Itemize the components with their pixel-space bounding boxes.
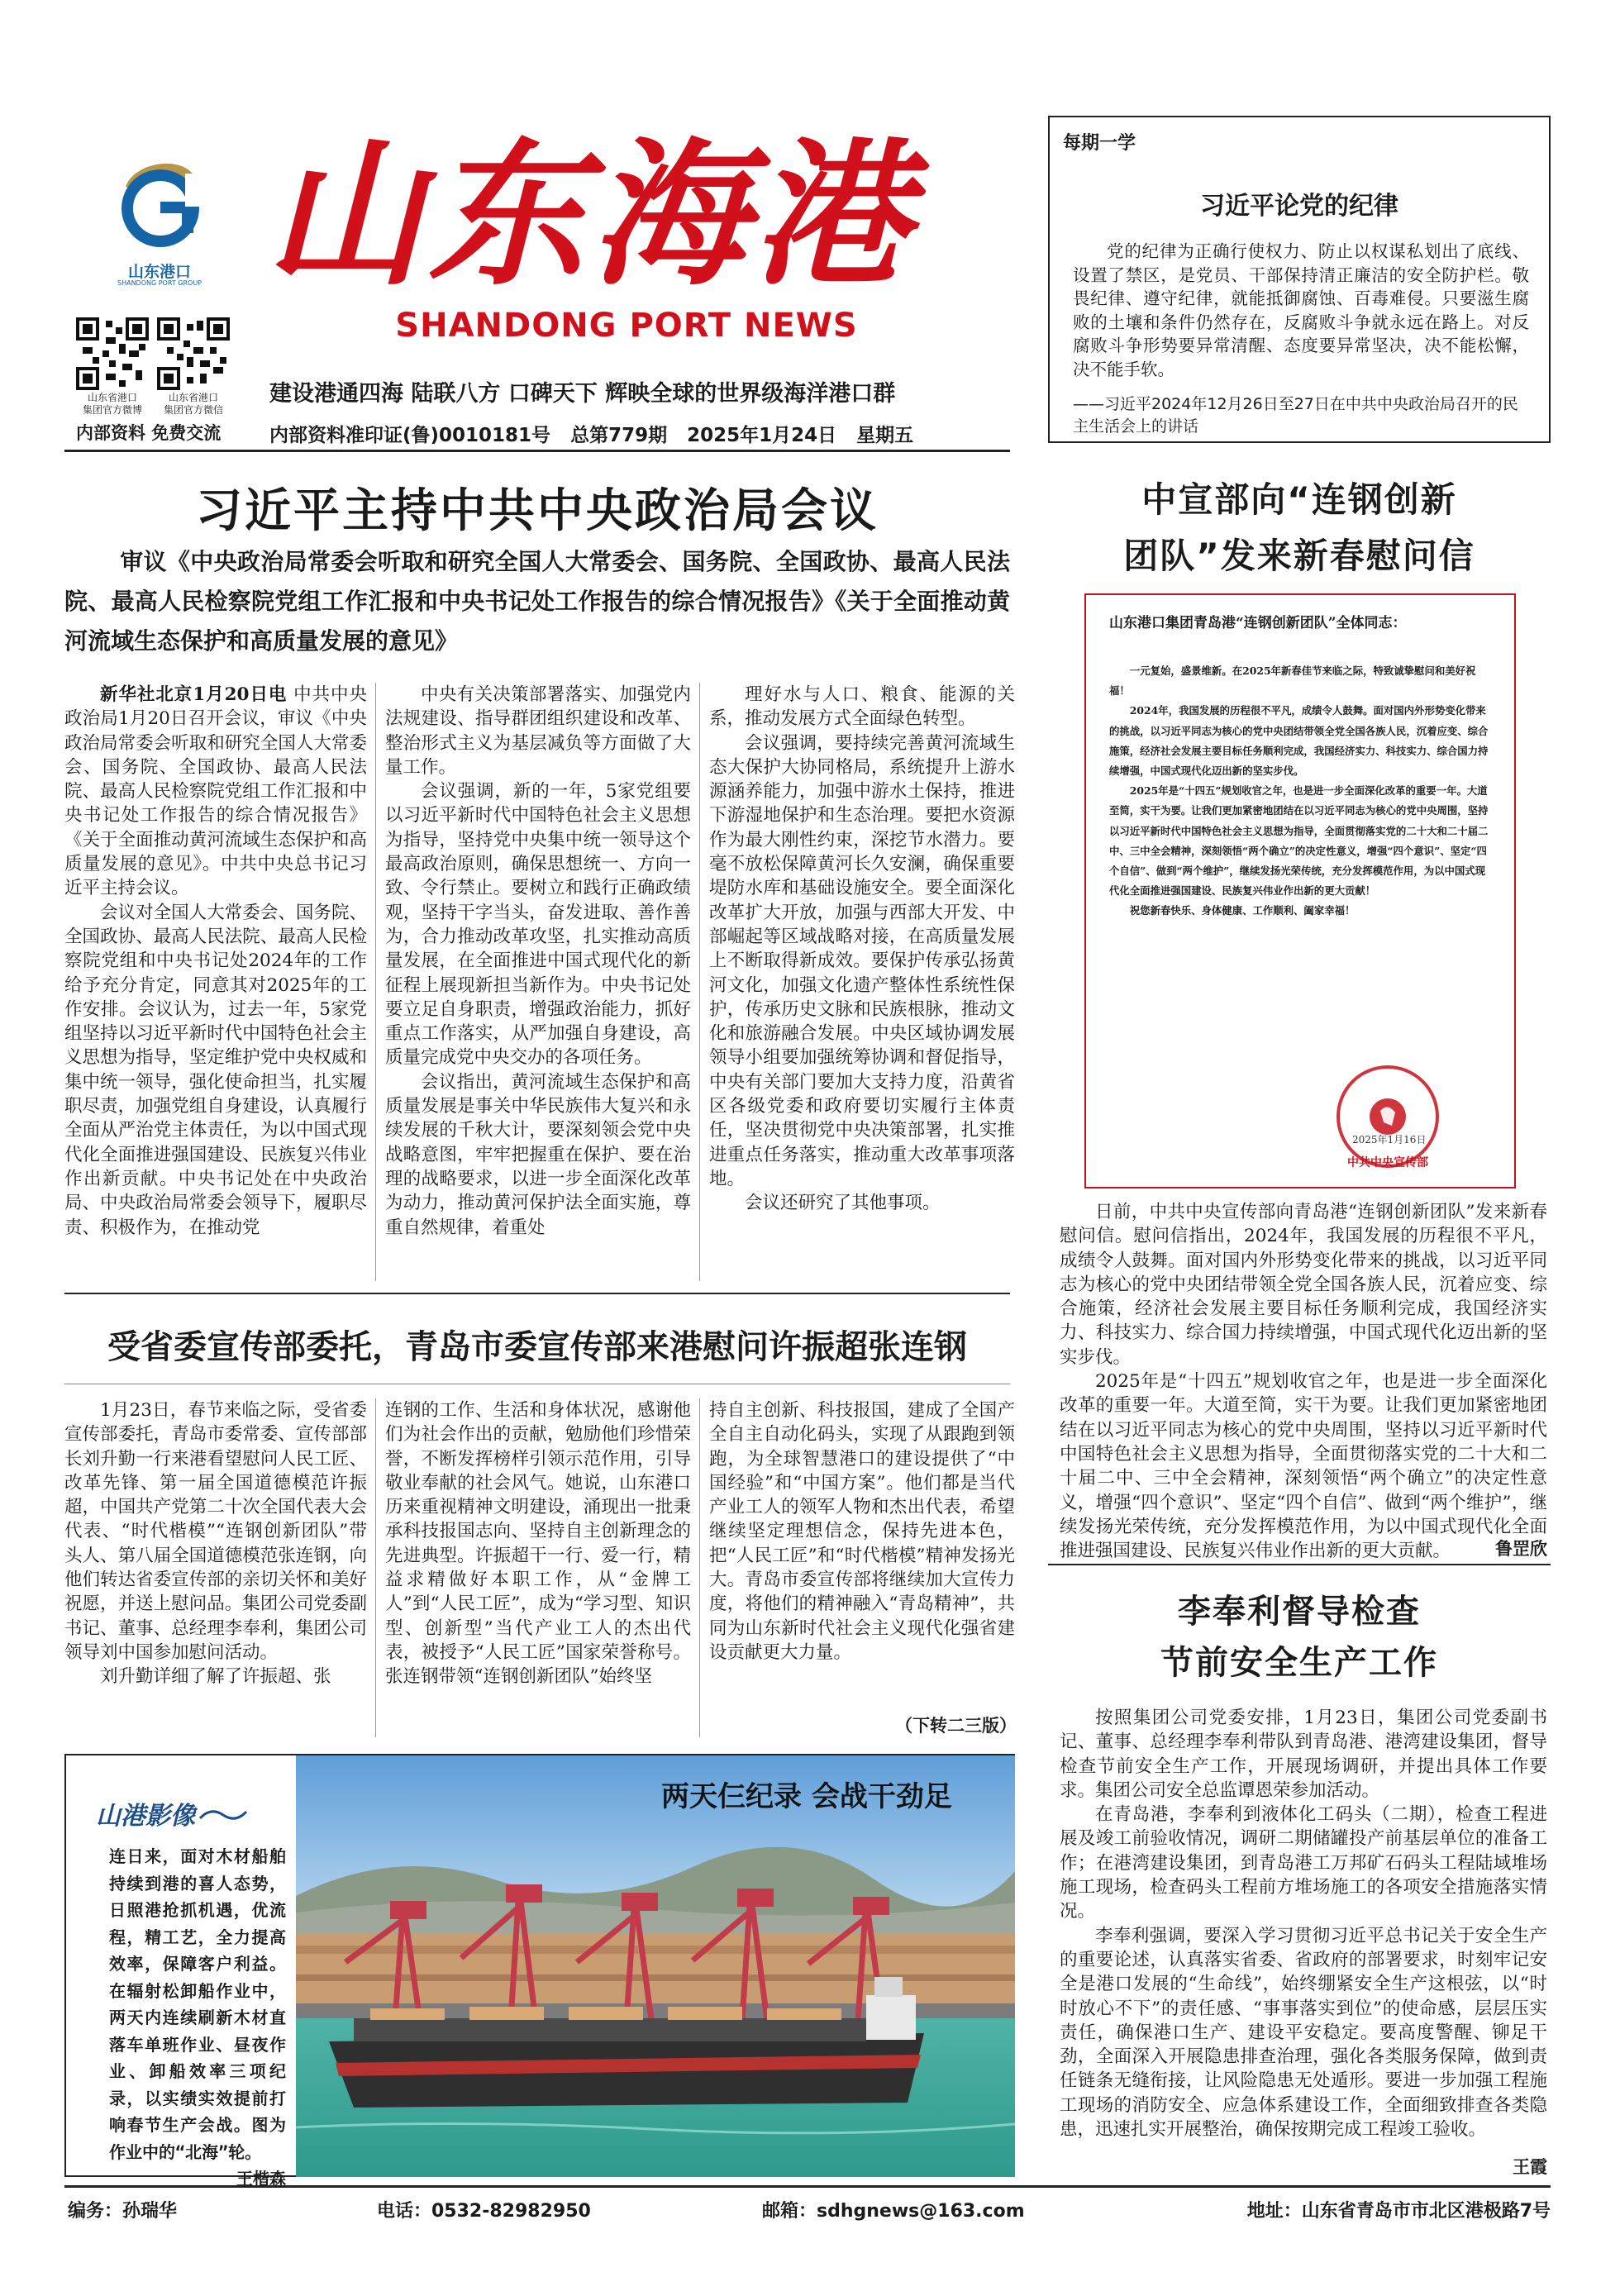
paragraph: 会议强调，新的一年，5家党组要以习近平新时代中国特色社会主义思想为指导，坚持党中央集中统一领导这个最高政治原则，确保思想统一、方向一致、令行禁止。要树立和践行正确政绩观，坚持干字当头，奋发进取、善作善为，合力推动改革攻坚，扎实推动高质量发展，在全面推进中国式现代化的新征程上展现新担当新作为。中央书记处要立足自身职责，增强政治能力，抓好重点工作落实，从严加强自身建设，高质量完成党中央交办的各项任务。 <box>385 781 691 1069</box>
column-rule <box>375 683 376 1281</box>
logo-caption: 山东港口 <box>127 263 191 281</box>
second-col-1 <box>64 1398 367 1739</box>
quote-box <box>1048 116 1551 443</box>
footer-editor: 编务：孙瑞华 <box>68 2201 178 2222</box>
slogan: 建设港通四海 陆联八方 口碑天下 辉映全球的世界级海洋港口群 <box>269 381 896 407</box>
paragraph: 会议强调，要持续完善黄河流域生态大保护大协同格局，系统提升上游水源涵养能力，加强中游水土保持，推进下游湿地保护和生态治理。要把水资源作为最大刚性约束，深挖节水潜力。要毫不放松保障黄河长久安澜，确保重要堤防水库和基础设施安全。要全面深化改革扩大开放，加强与西部大开发、中部崛起等区域战略对接，在高质量发展上不断取得新成效。要保护传承弘扬黄河文化，加强文化遗产整体性系统性保护，传承历史文脉和民族根脉，推动文化和旅游融合发展。中央区域协调发展领导小组要加强统筹协调和督促指导，中央有关部门要加大支持力度，沿黄省区各级党委和政府要切实履行主体责任，坚决贯彻党中央决策部署，扎实推进重点任务落实，推动重大改革事项落地。 <box>709 732 1015 1189</box>
safety-headline-line1: 李奉利督导检查 <box>1178 1592 1421 1631</box>
side-headline-line2: 团队”发来新春慰问信 <box>1123 536 1475 576</box>
caption-text: 连日来，面对木材船舶持续到港的喜人态势，日照港抢抓机遇，优流程，精工艺，全力提高效率，保障客户利益。在辐射松卸船作业中，两天内连续刷新木材直落车单班作业、昼夜作业、卸船效率三项纪录，以实绩实效提前打响春节生产会战。图为作业中的“北海”轮。 <box>109 1846 286 2162</box>
paragraph: 连钢的工作、生活和身体状况，感谢他们为社会作出的贡献，勉励他们珍惜荣誉，不断发挥榜样引领示范作用，引导敬业奉献的社会风气。她说，山东港口历来重视精神文明建设，涌现出一批秉承科技报国志向、坚持自主创新理念的先进典型。许振超干一行、爱一行，精益求精做好本职工作，从“金牌工人”到“人民工匠”，成为“学习型、知识型、创新型”当代产业工人的杰出代表，被授予“人民工匠”国家荣誉称号。张连钢带领“连钢创新团队”始终坚 <box>385 1400 691 1688</box>
condolence-letter <box>1084 593 1516 1188</box>
port-photo-image <box>296 1755 1015 2177</box>
qr-label-wechat: 山东省港口 集团官方微信 <box>163 392 223 416</box>
paragraph: 会议指出，黄河流域生态保护和高质量发展是事关中华民族伟大复兴和永续发展的千秋大计，要深刻领会党中央战略意图，牢牢把握重在保护、要在治理的战略要求，以进一步全面深化改革为动力，推动黄河保护法全面实施，尊重自然规律，着重处 <box>385 1071 691 1238</box>
qr-code-weibo[interactable] <box>76 317 149 390</box>
side-article-author: 鲁罡欣 <box>1495 1539 1547 1559</box>
paragraph: 会议对全国人大常委会、国务院、全国政协、最高人民法院、最高人民检察院党组和中央书记处2024年的工作给予充分肯定，同意其对2025年的工作安排。会议认为，过去一年，5家党组坚持以习近平新时代中国特色社会主义思想为指导，坚定维护党中央权威和集中统一领导，强化使命担当，扎实履职尽责，加强党组自身建设，认真履行全面从严治党主体责任，为以中国式现代化全面推进强国建设、民族复兴伟业作出新贡献。中央书记处在中央政治局、中央政治局常委会领导下，履职尽责、积极作为，在推动党 <box>64 902 367 1238</box>
logo <box>109 154 207 253</box>
quote-box-title: 习近平论党的纪律 <box>1200 192 1398 221</box>
qr-code-wechat[interactable] <box>157 317 230 390</box>
column-rule <box>375 1398 376 1737</box>
lead-col-1 <box>64 683 367 1286</box>
footer-address: 地址：山东省青岛市市北区港极路7号 <box>1246 2201 1551 2222</box>
letter-date: 2025年1月16日 <box>1352 1134 1427 1146</box>
paragraph: 2025年是“十四五”规划收官之年，也是进一步全面深化改革的重要一年。大道至简，实干为要。让我们更加紧密地团结在以习近平同志为核心的党中央周围，坚持以习近平新时代中国特色社会主义思想为指导，全面贯彻落实党的二十大和二十届二中、三中全会精神，深刻领悟“两个确立”的决定性意义，增强“四个意识”、坚定“四个自信”、做到“两个维护”，继续发扬光荣传统，充分发挥模范作用，为以中国式现代化全面推进强国建设、民族复兴伟业作出新的更大贡献。 <box>1060 1371 1547 1562</box>
column-rule <box>699 1398 700 1737</box>
column-label: 山港影像 <box>96 1802 195 1831</box>
second-col-2 <box>385 1398 691 1739</box>
paragraph: 理好水与人口、粮食、能源的关系，推动发展方式全面绿色转型。 <box>709 684 1015 730</box>
port-photo <box>296 1755 1015 2177</box>
qr-code-icon <box>157 317 230 390</box>
lead-deck: 审议《中央政治局常委会听取和研究全国人大常委会、国务院、全国政协、最高人民法院、最高人民检察院党组工作汇报和中央书记处工作报告的综合情况报告》《关于全面推动黄河流域生态保护和高质量发展的意见》 <box>64 548 1010 655</box>
lead-col-2 <box>385 683 691 1286</box>
letter-body <box>1109 661 1494 922</box>
issue-date: 2025年1月24日 <box>687 425 837 446</box>
issue-line <box>269 420 1013 447</box>
issue-number: 总第779期 <box>570 425 668 446</box>
paragraph: 中共中央政治局1月20日召开会议，审议《中央政治局常委会听取和研究全国人大常委会、国务院、全国政协、最高人民法院、最高人民检察院党组工作汇报和中央书记处工作报告的综合情况报告》《关于全面推动黄河流域生态保护和高质量发展的意见》。中共中央总书记习近平主持会议。 <box>64 684 367 899</box>
second-col-3 <box>709 1398 1015 1712</box>
footer-rule <box>64 2185 1551 2188</box>
paragraph: 在青岛港，李奉利到液体化工码头（二期），检查工程进展及竣工前验收情况，调研二期储罐投产前基层单位的准备工作；在港湾建设集团，到青岛港工万邦矿石码头工程陆域堆场施工现场，检查码头工程前方堆场施工的各项安全措施落实情况。 <box>1060 1804 1547 1922</box>
letter-salutation: 山东港口集团青岛港“连钢创新团队”全体同志： <box>1109 615 1407 631</box>
section-rule <box>1048 1564 1551 1565</box>
paragraph: 持自主创新、科技报国，建成了全国产全自主自动化码头，实现了从跟跑到领跑，为全球智慧港口的建设提供了“中国经验”和“中国方案”。他们都是当代产业工人的领军人物和杰出代表，希望继续坚定理想信念，保持先进本色，把“人民工匠”和“时代楷模”精神发扬光大。青岛市委宣传部将继续加大宣传力度，将他们的精神融入“青岛精神”，共同为山东新时代社会主义现代化强省建设贡献更大力量。 <box>709 1400 1015 1663</box>
quote-box-source: ——习近平2024年12月26日至27日在中共中央政治局召开的民主生活会上的讲话 <box>1073 395 1518 436</box>
lead-headline: 习近平主持中共中央政治局会议 <box>196 484 879 538</box>
weekday: 星期五 <box>856 425 914 446</box>
letter-paragraph: 2025年是“十四五”规划收官之年，也是进一步全面深化改革的重要一年。大道至简，实干为要。让我们更加紧密地团结在以习近平同志为核心的党中央周围，坚持以习近平新时代中国特色社会主义思想为指导，全面贯彻落实党的二十大和二十届二中、三中全会精神，深刻领悟“两个确立”的决定性意义，增强“四个意识”、坚定“四个自信”、做到“两个维护”，继续发扬光荣传统，充分发挥模范作用，为以中国式现代化全面推进强国建设、民族复兴伟业作出新的更大贡献！ <box>1109 784 1489 898</box>
safety-article-author: 王霞 <box>1405 2154 1547 2179</box>
paragraph: 1月23日，春节来临之际，受省委宣传部委托，青岛市委常委、宣传部部长刘升勤一行来港看望慰问人民工匠、改革先锋、第一届全国道德模范许振超，中国共产党第二十次全国代表大会代表、“时代楷模”“连钢创新团队”带头人、第八届全国道德模范张连钢，向他们转达省委宣传部的亲切关怀和美好祝愿，并送上慰问品。集团公司党委副书记、董事、总经理李奉利，集团公司领导刘中国参加慰问活动。 <box>64 1400 367 1663</box>
paragraph: 按照集团公司党委安排，1月23日，集团公司党委副书记、董事、总经理李奉利带队到青岛港、港湾建设集团，督导检查节前安全生产工作，开展现场调研，并提出具体工作要求。集团公司安全总监谭恩荣参加活动。 <box>1060 1708 1547 1801</box>
photo-caption <box>109 1843 286 2193</box>
quote-box-label: 每期一学 <box>1063 132 1136 154</box>
paragraph: 李奉利强调，要深入学习贯彻习近平总书记关于安全生产的重要论述，认真落实省委、省政府的部署要求，时刻牢记安全是港口发展的“生命线”，始终绷紧安全生产这根弦，以“时时放心不下”的责任感、“事事落实到位”的使命感，层层压实责任，确保港口生产、建设平安稳定。要高度警醒、铆足干劲，全面深入开展隐患排查治理，强化各类服务保障，做到责任链条无缝衔接，让风险隐患无处遁形。要进一步加强工程施工现场的消防安全、应急体系建设工作，全面细致排查各类隐患，迅速扎实开展整治，确保按期完成工程竣工验收。 <box>1060 1925 1547 2141</box>
side-article-body <box>1060 1200 1547 1564</box>
permit: 内部资料准印证(鲁)0010181号 <box>269 425 551 446</box>
photographer: 王楷森 <box>236 2169 286 2189</box>
safety-headline-line2: 节前安全生产工作 <box>1160 1643 1438 1682</box>
letter-paragraph: 一元复始，盛景维新。在2025年新春佳节来临之际，特致诚挚慰问和美好祝福！ <box>1109 665 1476 698</box>
masthead-rule <box>64 450 1010 452</box>
letter-paragraph: 祝您新春快乐、身体健康、工作顺利、阖家幸福！ <box>1129 904 1356 917</box>
footer-email[interactable]: 邮箱：sdhgnews@163.com <box>762 2201 1025 2222</box>
photo-headline: 两天仨纪录 会战干劲足 <box>661 1780 952 1813</box>
photo-feature <box>64 1754 1015 2189</box>
masthead-subtitle: SHANDONG PORT NEWS <box>395 307 858 345</box>
masthead-title: 山东海港 <box>266 122 915 307</box>
paragraph: 日前，中共中央宣传部向青岛港“连钢创新团队”发来新春慰问信。慰问信指出，2024年，我国发展的历程很不平凡，成绩令人鼓舞。面对国内外形势变化带来的挑战，以习近平同志为核心的党中央团结带领全党全国各族人民，沉着应变、综合施策，经济社会发展主要目标任务顺利完成，我国经济实力、科技实力、综合国力持续增强，中国式现代化迈出新的坚实步伐。 <box>1060 1202 1547 1368</box>
qr-code-icon <box>76 317 149 390</box>
logo-caption-en: SHANDONG PORT GROUP <box>117 279 202 287</box>
side-headline-line1: 中宣部向“连钢创新 <box>1141 479 1457 520</box>
footer-phone[interactable]: 电话：0532-82982950 <box>377 2201 591 2222</box>
shandong-port-logo-icon <box>109 154 207 253</box>
lead-col-3 <box>709 683 1015 1286</box>
column-label-wave-icon <box>198 1805 248 1828</box>
section-rule <box>64 1293 1010 1294</box>
dateline: 新华社北京1月20日电 <box>100 684 288 705</box>
quote-box-body: 党的纪律为正确行使权力、防止以权谋私划出了底线、设置了禁区，是党员、干部保持清正廉洁的安全防护栏。敬畏纪律、遵守纪律，就能抵御腐蚀、百毒难侵。只要滋生腐败的土壤和条件仍然存在，反腐败斗争就永远在路上。对反腐败斗争形势要异常清醒、态度要异常坚决，决不能松懈，决不能手软。 <box>1073 241 1529 379</box>
second-headline: 受省委宣传部委托，青岛市委宣传部来港慰问许振超张连钢 <box>107 1327 967 1366</box>
letter-paragraph: 2024年，我国发展的历程很不平凡，成绩令人鼓舞。面对国内外形势变化带来的挑战，以习近平同志为核心的党中央团结带领全党全国各族人民，沉着应变、综合施策，经济社会发展主要目标任务顺利完成，我国经济实力、科技实力、综合国力持续增强，中国式现代化迈出新的坚实步伐。 <box>1109 704 1489 778</box>
safety-article-body <box>1060 1706 1547 2180</box>
paragraph: 刘升勤详细了解了许振超、张 <box>100 1666 331 1688</box>
qr-label-weibo: 山东省港口 集团官方微博 <box>82 392 142 416</box>
internal-note: 内部资料 免费交流 <box>76 423 222 443</box>
continued-note[interactable]: （下转二三版） <box>895 1716 1017 1736</box>
letter-seal-text: 中共中央宣传部 <box>1347 1156 1428 1169</box>
paragraph: 中央有关决策部署落实、加强党内法规建设、指导群团组织建设和改革、整治形式主义为基层减负等方面做了大量工作。 <box>385 684 691 778</box>
paragraph: 会议还研究了其他事项。 <box>745 1193 941 1214</box>
column-rule <box>699 683 700 1281</box>
